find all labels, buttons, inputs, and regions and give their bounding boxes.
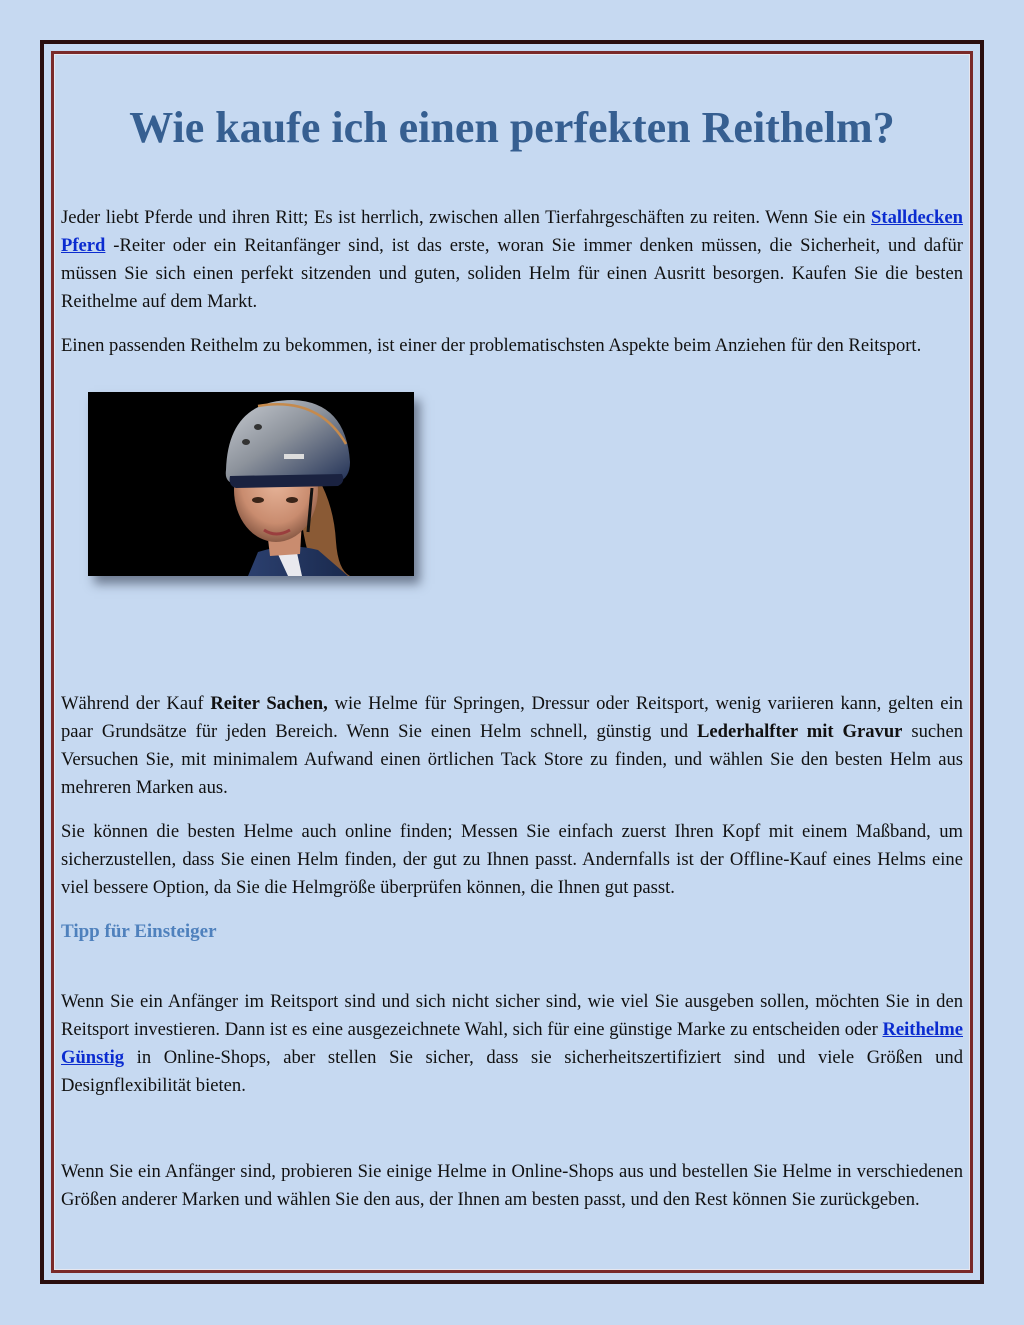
- paragraph-text: in Online-Shops, aber stellen Sie sicher, dass sie sicherheitszertifiziert sind und viele Größen und Designflexibilität bieten.: [61, 1047, 963, 1096]
- paragraph-text: Während der Kauf: [61, 693, 211, 714]
- paragraph-text: wie Helme für Springen, Dressur oder Reitsport, wenig variieren kann, gelten ein paar Grundsätze für jeden Bereich. Wenn Sie einen Helm schnell, günstig und: [61, 693, 963, 742]
- reithelme-guenstig-link[interactable]: Reithelme Günstig: [61, 1019, 963, 1068]
- paragraph-text: Wenn Sie ein Anfänger im Reitsport sind und sich nicht sicher sind, wie viel Sie ausgeben sollen, möchten Sie in den Reitsport investieren. Dann ist es eine ausgezeichnete Wahl, sich für eine günstige Marke zu entscheiden oder: [61, 991, 963, 1040]
- rider-helmet-photo: [88, 392, 414, 576]
- paragraph-text: Jeder liebt Pferde und ihren Ritt; Es ist herrlich, zwischen allen Tierfahrgeschäften zu reiten. Wenn Sie ein: [61, 207, 872, 228]
- tip-heading: Tipp für Einsteiger: [61, 921, 217, 942]
- paragraph-return: Wenn Sie ein Anfänger sind, probieren Sie einige Helme in Online-Shops aus und bestellen Sie Helme in verschiedenen Größen anderer Marken und wählen Sie den aus, der Ihnen am besten passt, und den Rest können Sie zurückgeben.: [61, 1161, 963, 1210]
- page-title: Wie kaufe ich einen perfekten Reithelm?: [129, 103, 895, 152]
- paragraph-helmet-fit: Einen passenden Reithelm zu bekommen, ist einer der problematischsten Aspekte beim Anziehen für den Reitsport.: [61, 335, 922, 356]
- rider-helmet-photo-icon: [88, 392, 414, 576]
- stalldecken-pferd-link[interactable]: Stalldecken Pferd: [61, 207, 963, 256]
- paragraph-reiter-sachen: [61, 690, 963, 802]
- paragraph-text: suchen Versuchen Sie, mit minimalem Aufwand einen örtlichen Tack Store zu finden, und wählen Sie den besten Helm aus mehreren Marken aus.: [61, 721, 963, 798]
- paragraph-beginner: [61, 988, 963, 1100]
- document-body: [61, 100, 963, 1230]
- bold-reiter-sachen: Reiter Sachen,: [210, 693, 328, 714]
- bold-lederhalfter: Lederhalfter mit Gravur: [696, 721, 903, 742]
- paragraph-online: Sie können die besten Helme auch online finden; Messen Sie einfach zuerst Ihren Kopf mit einem Maßband, um sicherzustellen, dass Sie einen Helm finden, der gut zu Ihnen passt. Andernfalls ist der Offline-Kauf eines Helms eine viel bessere Option, da Sie die Helmgröße überprüfen können, die Ihnen gut passt.: [61, 821, 963, 898]
- paragraph-text: -Reiter oder ein Reitanfänger sind, ist das erste, woran Sie immer denken müssen, die Sicherheit, und dafür müssen Sie sich einen perfekt sitzenden und guten, soliden Helm für einen Ausritt besorgen. Kaufen Sie die besten Reithelme auf dem Markt.: [61, 235, 963, 312]
- paragraph-intro: [61, 204, 963, 316]
- image-container: [61, 392, 963, 690]
- spacer: [61, 1116, 963, 1158]
